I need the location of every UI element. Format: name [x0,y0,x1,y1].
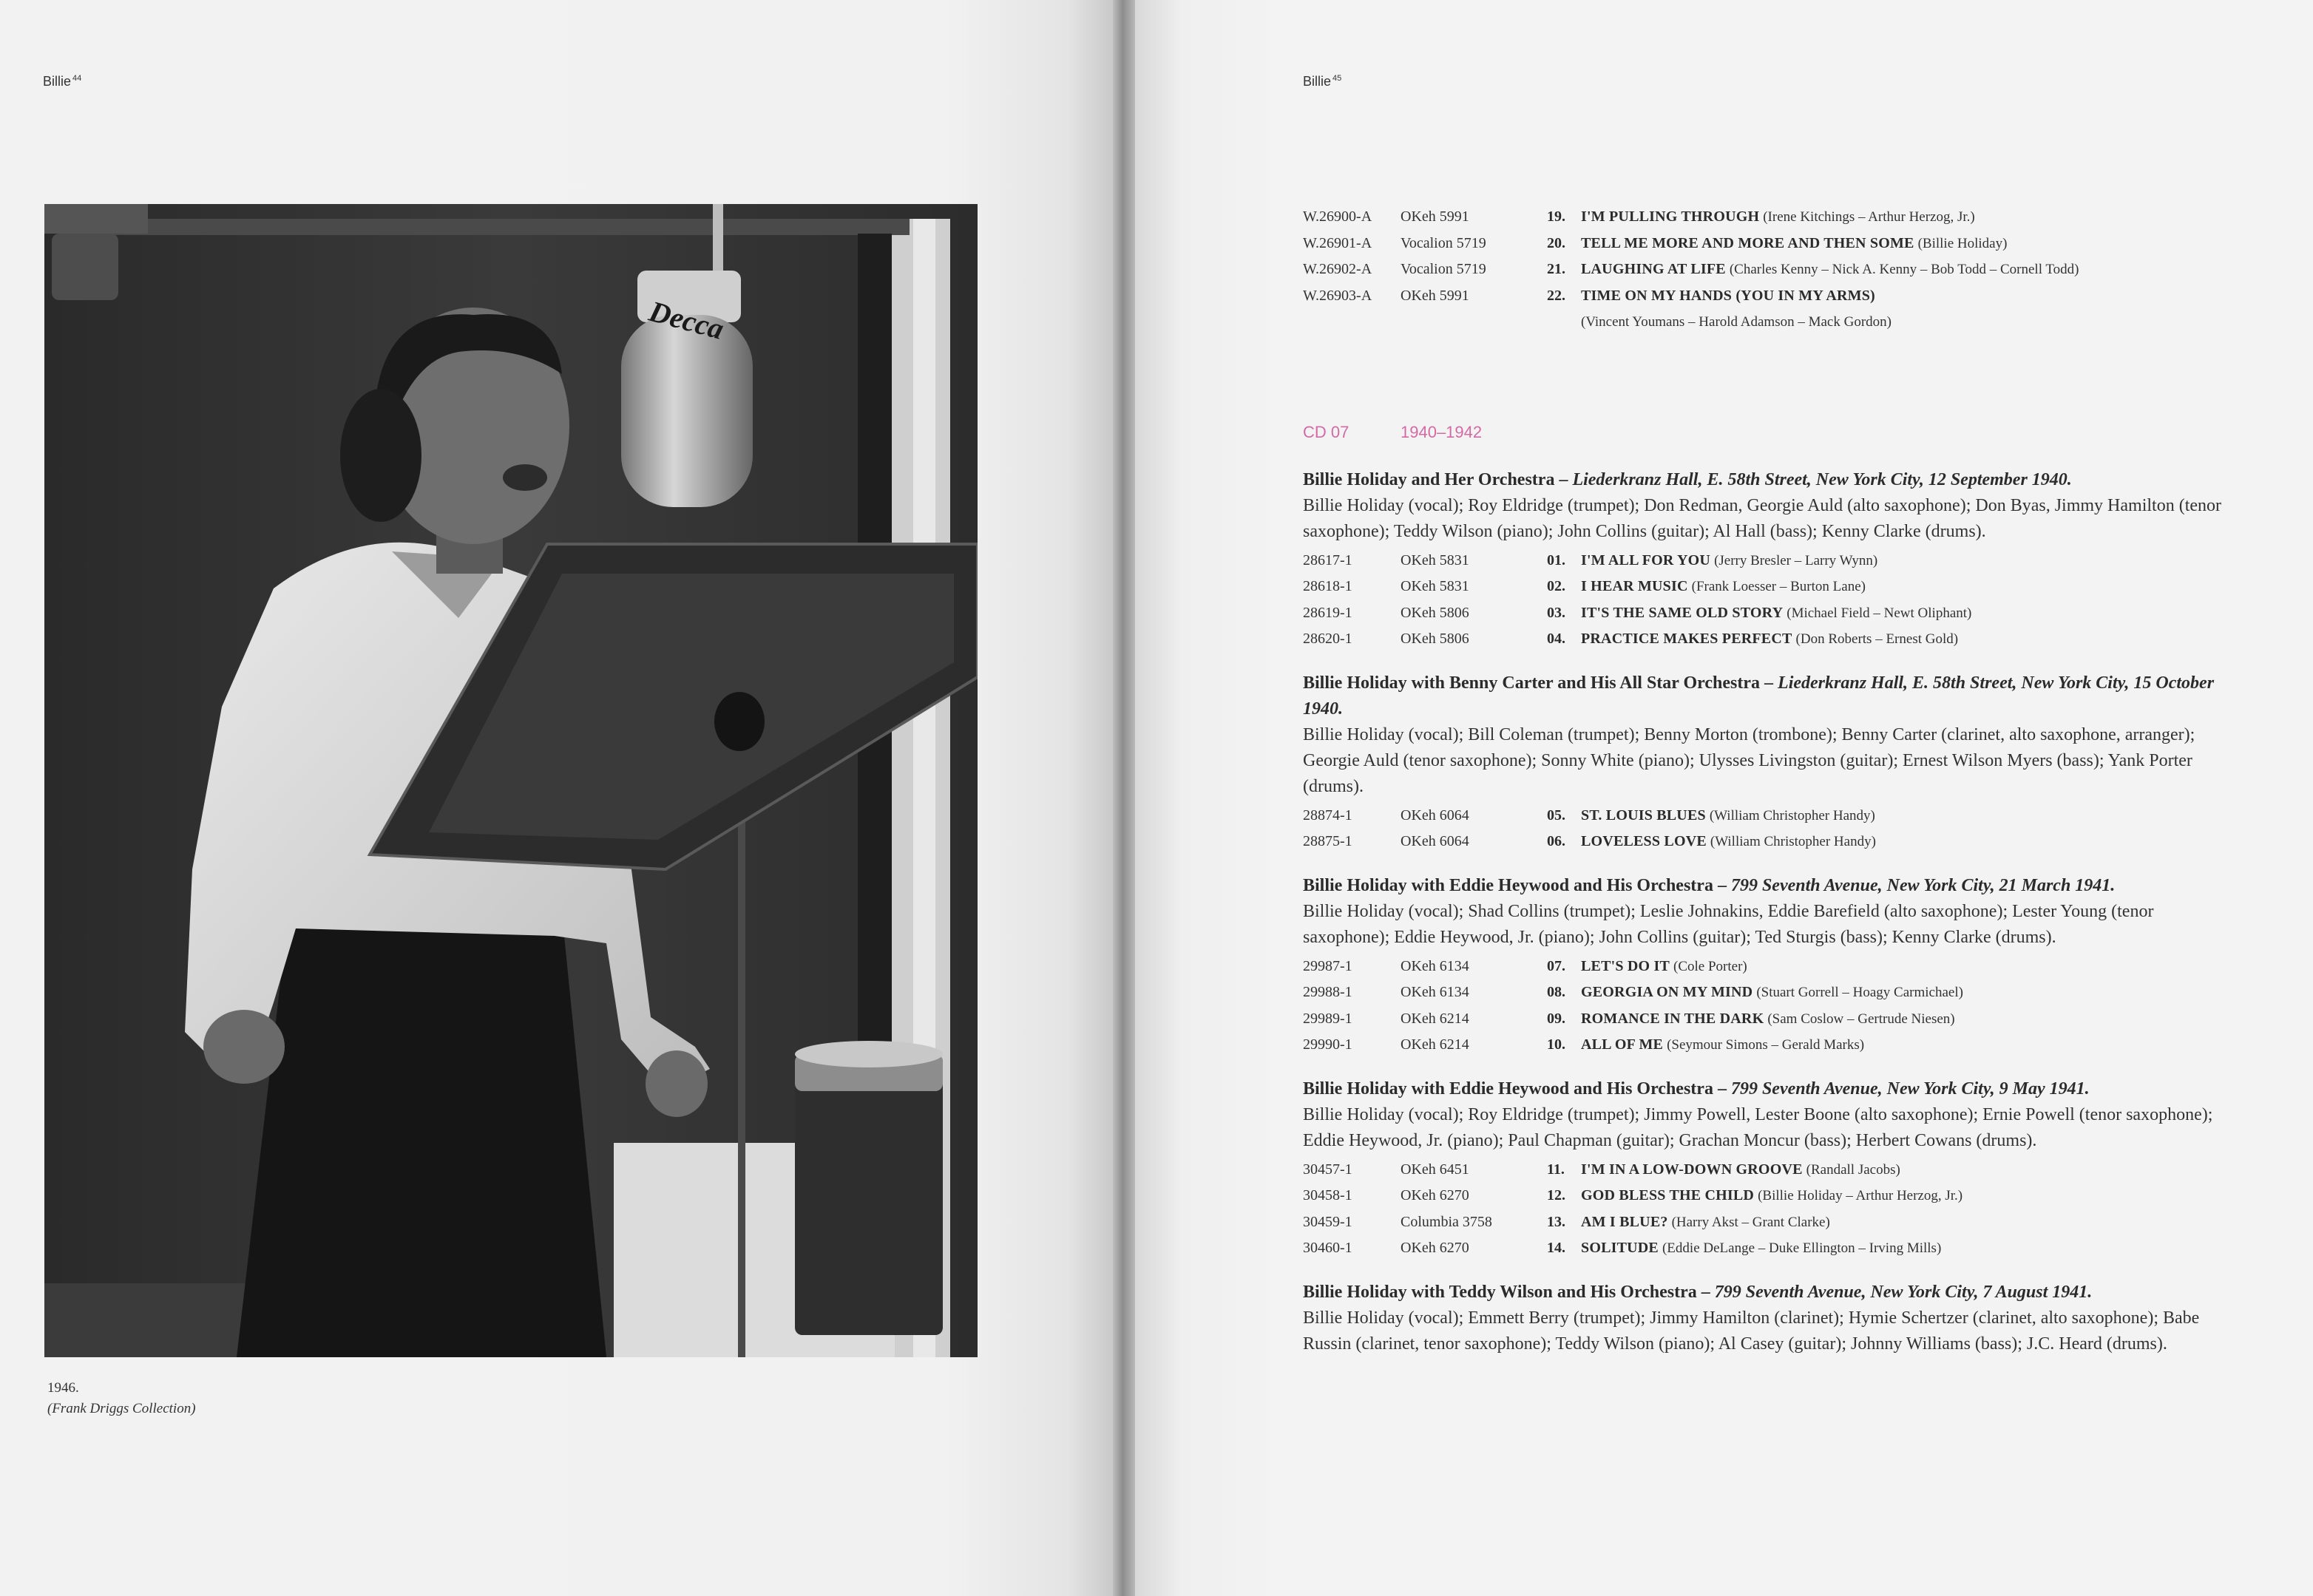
session-personnel: Billie Holiday (vocal); Emmett Berry (trumpet); Jimmy Hamilton (clarinet); Hymie Schertzer (clarinet, alto saxophone); Babe Russin (clarinet, tenor saxophone); Teddy Wilson (piano); Al Casey (guitar); Johnny Williams (bass); J.C. Heard (drums). [1303,1308,2200,1354]
session-separator: – [1713,875,1731,895]
matrix-number: W.26903-A [1303,287,1372,304]
matrix-number: 30457-1 [1303,1161,1352,1178]
record-label: OKeh 6214 [1401,1036,1469,1053]
session-separator: – [1713,1079,1731,1098]
track-title: SOLITUDE [1581,1240,1659,1256]
session [1303,467,2236,653]
discography-content [1303,204,2236,1360]
session [1303,670,2236,855]
record-label: Vocalion 5719 [1401,234,1486,251]
track-credits: (Harry Akst – Grant Clarke) [1671,1214,1830,1230]
track-title: LAUGHING AT LIFE [1581,261,1726,277]
matrix-number: W.26901-A [1303,234,1372,251]
caption-year: 1946. [47,1380,79,1396]
matrix-number: 30458-1 [1303,1187,1352,1203]
track-row [1303,231,2236,257]
matrix-number: 28875-1 [1303,833,1352,849]
record-label: OKeh 5806 [1401,604,1469,621]
photo-caption [47,1378,196,1419]
record-label: OKeh 6270 [1401,1240,1469,1256]
session-ensemble: Billie Holiday and Her Orchestra [1303,469,1555,489]
session-venue-date: Liederkranz Hall, E. 58th Street, New York City, 12 September 1940. [1572,469,2072,489]
matrix-number: W.26902-A [1303,261,1372,277]
record-label: OKeh 6064 [1401,807,1469,824]
session-heading [1303,873,2236,899]
track-number: 02. [1547,578,1565,594]
session-personnel: Billie Holiday (vocal); Bill Coleman (trumpet); Benny Morton (trombone); Benny Carter (clarinet, alto saxophone, arranger); Georgie Auld (tenor saxophone); Sonny White (piano); Ulysses Livingston (guitar); Ernest Wilson Myers (bass); Yank Porter (drums). [1303,724,2195,796]
track-number: 08. [1547,984,1565,1000]
track-credits: (Stuart Gorrell – Hoagy Carmichael) [1756,985,1963,1000]
matrix-number: 28620-1 [1303,631,1352,647]
track-credits: (William Christopher Handy) [1709,807,1875,824]
page-number: 45 [1332,74,1342,83]
track-row [1303,574,2236,600]
track-row [1303,1209,2236,1236]
session-heading [1303,467,2236,493]
microphone-brand: Decca [646,294,728,346]
record-label: OKeh 6134 [1401,984,1469,1000]
session [1303,1280,2236,1357]
session-ensemble: Billie Holiday with Benny Carter and His All Star Orchestra [1303,673,1761,693]
session-personnel: Billie Holiday (vocal); Shad Collins (trumpet); Leslie Johnakins, Eddie Barefield (alto saxophone); Lester Young (tenor saxophone); Eddie Heywood, Jr. (piano); John Collins (guitar); Ted Sturgis (bass); Kenny Clarke (drums). [1303,901,2154,947]
track-row [1303,1235,2236,1262]
page-number: 44 [72,74,82,83]
track-title: GEORGIA ON MY MIND [1581,984,1753,1000]
track-row [1303,600,2236,627]
running-head-right [1303,74,1341,89]
track-row [1303,803,2236,829]
track-title: ROMANCE IN THE DARK [1581,1010,1764,1027]
track-number: 10. [1547,1036,1565,1053]
session-ensemble: Billie Holiday with Eddie Heywood and His Orchestra [1303,875,1713,895]
matrix-number: 30459-1 [1303,1213,1352,1230]
matrix-number: 28617-1 [1303,551,1352,568]
record-label: OKeh 6064 [1401,833,1469,849]
session-separator: – [1554,469,1573,489]
record-label: OKeh 5831 [1401,578,1469,594]
track-credits: (Cole Porter) [1673,958,1747,974]
track-row [1303,283,2236,310]
session-heading [1303,1076,2236,1102]
matrix-number: 30460-1 [1303,1240,1352,1256]
track-number: 04. [1547,631,1565,647]
session-ensemble: Billie Holiday with Teddy Wilson and His Orchestra [1303,1282,1697,1302]
track-row [1303,204,2236,231]
track-list-continued [1303,204,2236,336]
track-credits: (Charles Kenny – Nick A. Kenny – Bob Todd – Cornell Todd) [1729,262,2079,277]
session-venue-date: 799 Seventh Avenue, New York City, 9 May 1941. [1730,1079,2090,1098]
track-number: 20. [1547,234,1565,251]
track-title: TELL ME MORE AND MORE AND THEN SOME [1581,234,1914,251]
track-title: PRACTICE MAKES PERFECT [1581,631,1792,647]
track-number: 21. [1547,261,1565,277]
track-title: LET'S DO IT [1581,957,1670,974]
track-credits: (William Christopher Handy) [1710,834,1876,849]
record-label: OKeh 6134 [1401,957,1469,974]
record-label: Columbia 3758 [1401,1213,1492,1230]
session-heading [1303,670,2236,722]
record-label: OKeh 5831 [1401,551,1469,568]
session-ensemble: Billie Holiday with Eddie Heywood and His Orchestra [1303,1079,1713,1098]
track-row [1303,257,2236,283]
track-title: I'M PULLING THROUGH [1581,208,1760,225]
track-credits: (Don Roberts – Ernest Gold) [1795,631,1959,647]
cd-heading [1303,423,2236,452]
track-row [1303,954,2236,980]
session [1303,1076,2236,1262]
track-title: I'M ALL FOR YOU [1581,551,1711,568]
track-credits: (Jerry Bresler – Larry Wynn) [1714,552,1878,568]
track-row [1303,1183,2236,1209]
track-number: 22. [1547,287,1565,304]
track-credits: (Frank Loesser – Burton Lane) [1691,579,1866,594]
track-title: ALL OF ME [1581,1036,1664,1053]
track-credits: (Seymour Simons – Gerald Marks) [1667,1037,1865,1053]
track-number: 06. [1547,833,1565,849]
track-row [1303,626,2236,653]
caption-credit: (Frank Driggs Collection) [47,1401,196,1416]
record-label: OKeh 5806 [1401,631,1469,647]
track-number: 13. [1547,1213,1565,1230]
record-label: OKeh 6451 [1401,1161,1469,1178]
track-title: AM I BLUE? [1581,1213,1668,1230]
track-number: 03. [1547,604,1565,621]
session-personnel: Billie Holiday (vocal); Roy Eldridge (trumpet); Don Redman, Georgie Auld (alto saxophone); Don Byas, Jimmy Hamilton (tenor saxophone); Teddy Wilson (piano); John Collins (guitar); Al Hall (bass); Kenny Clarke (drums). [1303,495,2221,541]
track-row [1303,1006,2236,1033]
track-credits-continuation: (Vincent Youmans – Harold Adamson – Mack Gordon) [1581,314,1892,330]
track-number: 12. [1547,1187,1565,1203]
track-title: IT'S THE SAME OLD STORY [1581,604,1784,621]
track-row [1303,1157,2236,1184]
track-title: GOD BLESS THE CHILD [1581,1187,1755,1203]
matrix-number: 28618-1 [1303,578,1352,594]
running-head-title: Billie [43,74,72,89]
track-credits: (Irene Kitchings – Arthur Herzog, Jr.) [1763,209,1975,225]
record-label: OKeh 5991 [1401,287,1469,304]
track-number: 07. [1547,957,1565,974]
session-venue-date: 799 Seventh Avenue, New York City, 7 August 1941. [1714,1282,2093,1302]
track-number: 09. [1547,1010,1565,1027]
track-number: 11. [1547,1161,1565,1178]
track-number: 05. [1547,807,1565,824]
book-gutter [1113,0,1135,1596]
matrix-number: 28619-1 [1303,604,1352,621]
photograph [44,204,978,1357]
record-label: OKeh 5991 [1401,208,1469,225]
record-label: OKeh 6214 [1401,1010,1469,1027]
track-title: I'M IN A LOW-DOWN GROOVE [1581,1161,1803,1178]
session-personnel: Billie Holiday (vocal); Roy Eldridge (trumpet); Jimmy Powell, Lester Boone (alto saxophone); Ernie Powell (tenor saxophone); Eddie Heywood, Jr. (piano); Paul Chapman (guitar); Grachan Moncur (bass); Herbert Cowans (drums). [1303,1104,2213,1150]
track-credits: (Eddie DeLange – Duke Ellington – Irving Mills) [1662,1240,1942,1256]
track-title: ST. LOUIS BLUES [1581,807,1706,824]
matrix-number: 29990-1 [1303,1036,1352,1053]
track-credits: (Sam Coslow – Gertrude Niesen) [1767,1011,1955,1027]
left-page [0,0,1113,1596]
track-credits: (Michael Field – Newt Oliphant) [1787,605,1972,621]
track-credits: (Billie Holiday) [1917,235,2008,251]
track-title: I HEAR MUSIC [1581,578,1688,594]
track-title: LOVELESS LOVE [1581,833,1707,849]
track-credits-continuation-row [1303,309,2236,336]
matrix-number: 29988-1 [1303,984,1352,1000]
track-row [1303,829,2236,855]
track-credits: (Billie Holiday – Arthur Herzog, Jr.) [1758,1188,1963,1203]
track-credits: (Randall Jacobs) [1806,1161,1900,1178]
record-label: Vocalion 5719 [1401,261,1486,277]
track-title: TIME ON MY HANDS (YOU IN MY ARMS) [1581,287,1875,304]
session-separator: – [1760,673,1778,693]
track-number: 19. [1547,208,1565,225]
matrix-number: 28874-1 [1303,807,1352,824]
cd-years: 1940–1942 [1401,422,1483,441]
session-heading [1303,1280,2236,1305]
track-row [1303,1032,2236,1059]
session-separator: – [1696,1282,1715,1302]
microphone-icon [621,271,753,507]
running-head-title: Billie [1303,74,1332,89]
session-venue-date: Liederkranz Hall, E. 58th Street, New York City, 15 October 1940. [1303,673,2215,719]
photograph-illustration [44,204,978,1357]
track-number: 01. [1547,551,1565,568]
session [1303,873,2236,1059]
session-venue-date: 799 Seventh Avenue, New York City, 21 March 1941. [1730,875,2116,895]
record-label: OKeh 6270 [1401,1187,1469,1203]
track-row [1303,979,2236,1006]
running-head-left [43,74,81,89]
track-number: 14. [1547,1240,1565,1256]
track-row [1303,548,2236,574]
matrix-number: 29989-1 [1303,1010,1352,1027]
cd-label: CD 07 [1303,422,1349,441]
matrix-number: 29987-1 [1303,957,1352,974]
matrix-number: W.26900-A [1303,208,1372,225]
